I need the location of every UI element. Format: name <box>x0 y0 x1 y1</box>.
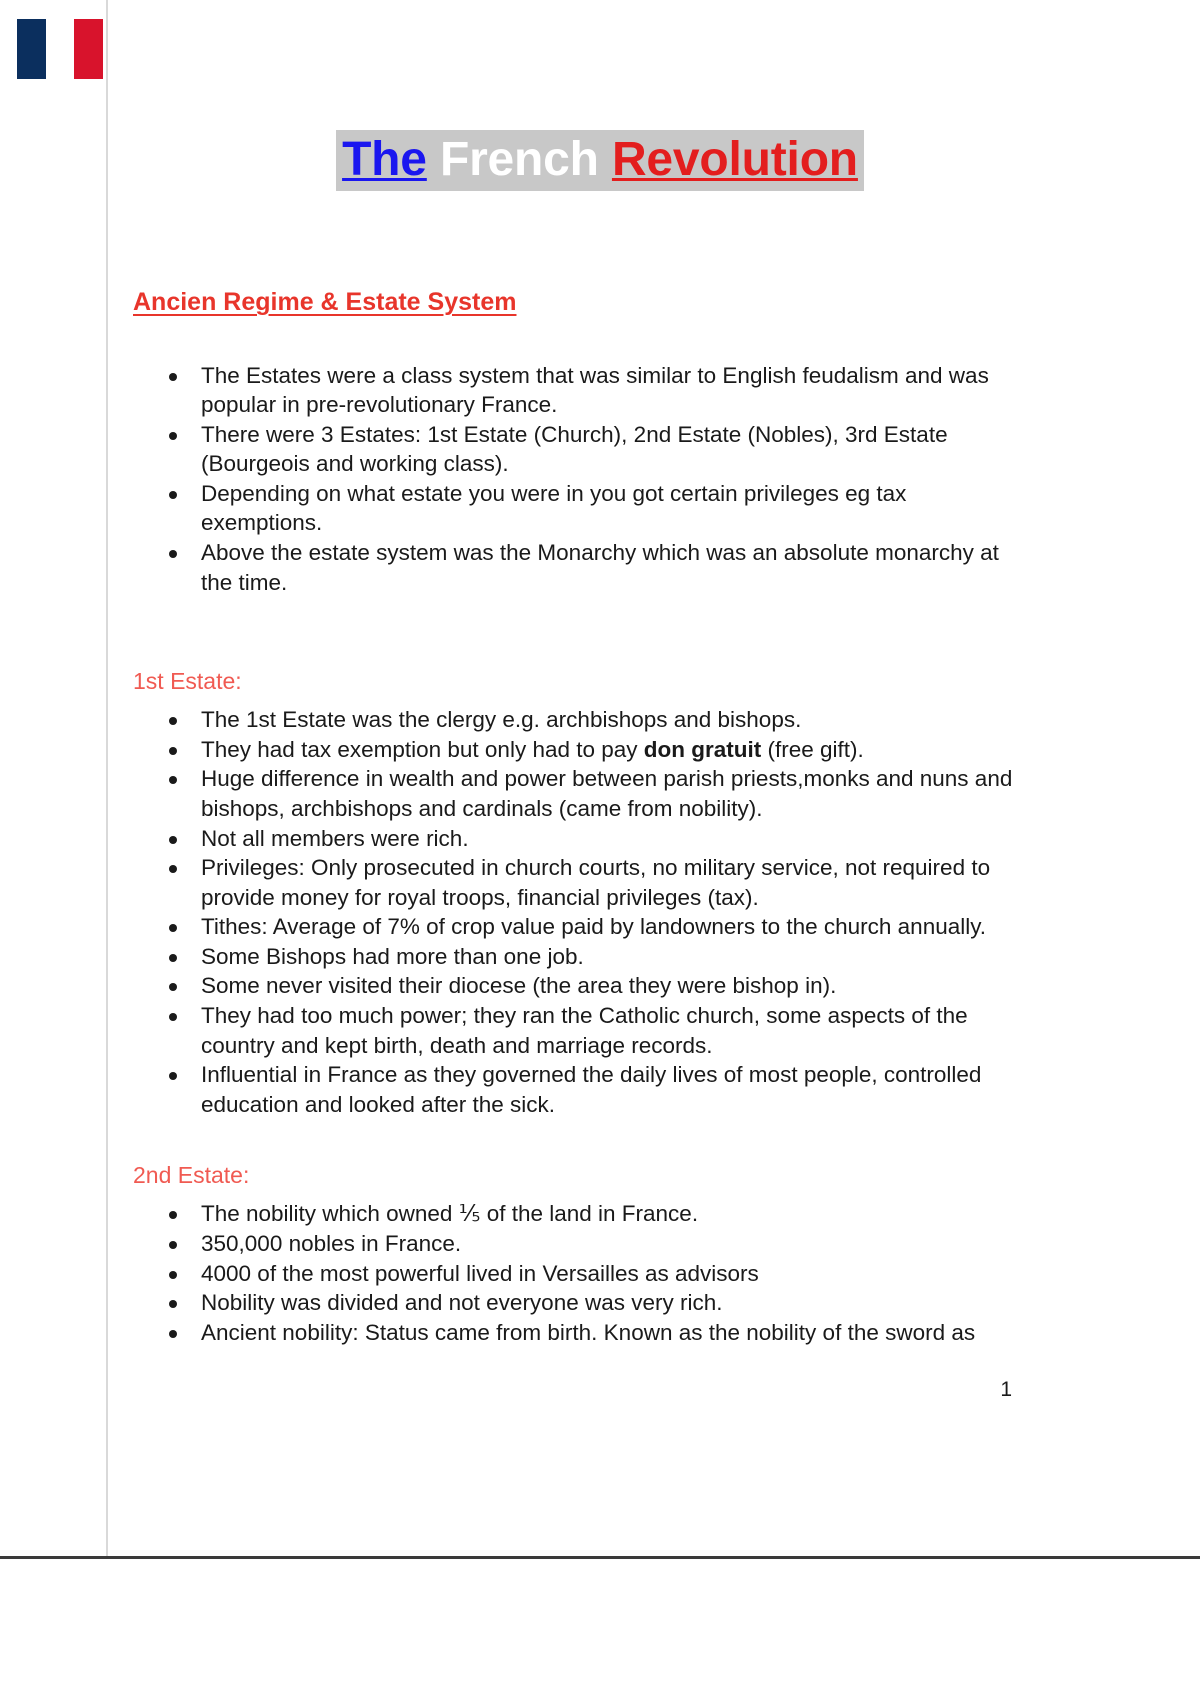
list-item: Some Bishops had more than one job. <box>133 942 1013 972</box>
section-heading-ancien-regime: Ancien Regime & Estate System <box>133 288 517 316</box>
title-block <box>0 130 1200 191</box>
bullet-list-1st-estate <box>133 705 1013 1119</box>
emphasis-text: don gratuit <box>643 736 762 762</box>
spacer <box>133 697 1013 705</box>
french-flag-icon <box>17 19 103 79</box>
page-left-margin-rule <box>106 0 108 1556</box>
title-space-1 <box>427 133 440 186</box>
list-item: Above the estate system was the Monarchy which was an absolute monarchy at the time. <box>133 538 1013 597</box>
flag-stripe-white <box>46 19 75 79</box>
spacer <box>133 1191 1013 1199</box>
page-bottom-rule <box>0 1556 1200 1559</box>
list-item: Tithes: Average of 7% of crop value paid by landowners to the church annually. <box>133 912 1013 942</box>
list-item: Influential in France as they governed the daily lives of most people, controlled education and looked after the sick. <box>133 1060 1013 1119</box>
list-item: Ancient nobility: Status came from birth. Known as the nobility of the sword as <box>133 1318 1013 1348</box>
spacer <box>133 639 1013 667</box>
list-item: They had too much power; they ran the Catholic church, some aspects of the country and kept birth, death and marriage records. <box>133 1001 1013 1060</box>
list-item: Huge difference in wealth and power between parish priests,monks and nuns and bishops, archbishops and cardinals (came from nobility). <box>133 764 1013 823</box>
spacer <box>133 319 1013 361</box>
list-item: The Estates were a class system that was similar to English feudalism and was popular in pre-revolutionary France. <box>133 361 1013 420</box>
title-word-french: French <box>439 133 599 186</box>
flag-stripe-red <box>74 19 103 79</box>
list-item: 4000 of the most powerful lived in Versailles as advisors <box>133 1259 1013 1289</box>
list-item: There were 3 Estates: 1st Estate (Church), 2nd Estate (Nobles), 3rd Estate (Bourgeois and working class). <box>133 420 1013 479</box>
list-item: The nobility which owned ⅕ of the land in France. <box>133 1199 1013 1229</box>
list-item: The 1st Estate was the clergy e.g. archbishops and bishops. <box>133 705 1013 735</box>
page-title <box>336 130 864 191</box>
list-item: Not all members were rich. <box>133 824 1013 854</box>
bullet-list-ancien-regime <box>133 361 1013 598</box>
list-item: Nobility was divided and not everyone was very rich. <box>133 1288 1013 1318</box>
list-item: Some never visited their diocese (the area they were bishop in). <box>133 971 1013 1001</box>
list-item: Depending on what estate you were in you got certain privileges eg tax exemptions. <box>133 479 1013 538</box>
page-number: 1 <box>1000 1378 1012 1401</box>
title-space-2 <box>599 133 612 186</box>
sub-heading-1st-estate: 1st Estate: <box>133 668 242 695</box>
document-content <box>133 286 1013 1347</box>
list-item: Privileges: Only prosecuted in church courts, no military service, not required to provide money for royal troops, financial privileges (tax). <box>133 853 1013 912</box>
title-word-the: The <box>342 133 427 186</box>
list-item: They had tax exemption but only had to pay don gratuit (free gift). <box>133 735 1013 765</box>
title-word-revolution: Revolution <box>611 133 858 186</box>
spacer <box>133 597 1013 639</box>
spacer <box>133 1119 1013 1161</box>
bullet-list-2nd-estate <box>133 1199 1013 1347</box>
sub-heading-2nd-estate: 2nd Estate: <box>133 1162 250 1189</box>
flag-stripe-blue <box>17 19 46 79</box>
list-item: 350,000 nobles in France. <box>133 1229 1013 1259</box>
